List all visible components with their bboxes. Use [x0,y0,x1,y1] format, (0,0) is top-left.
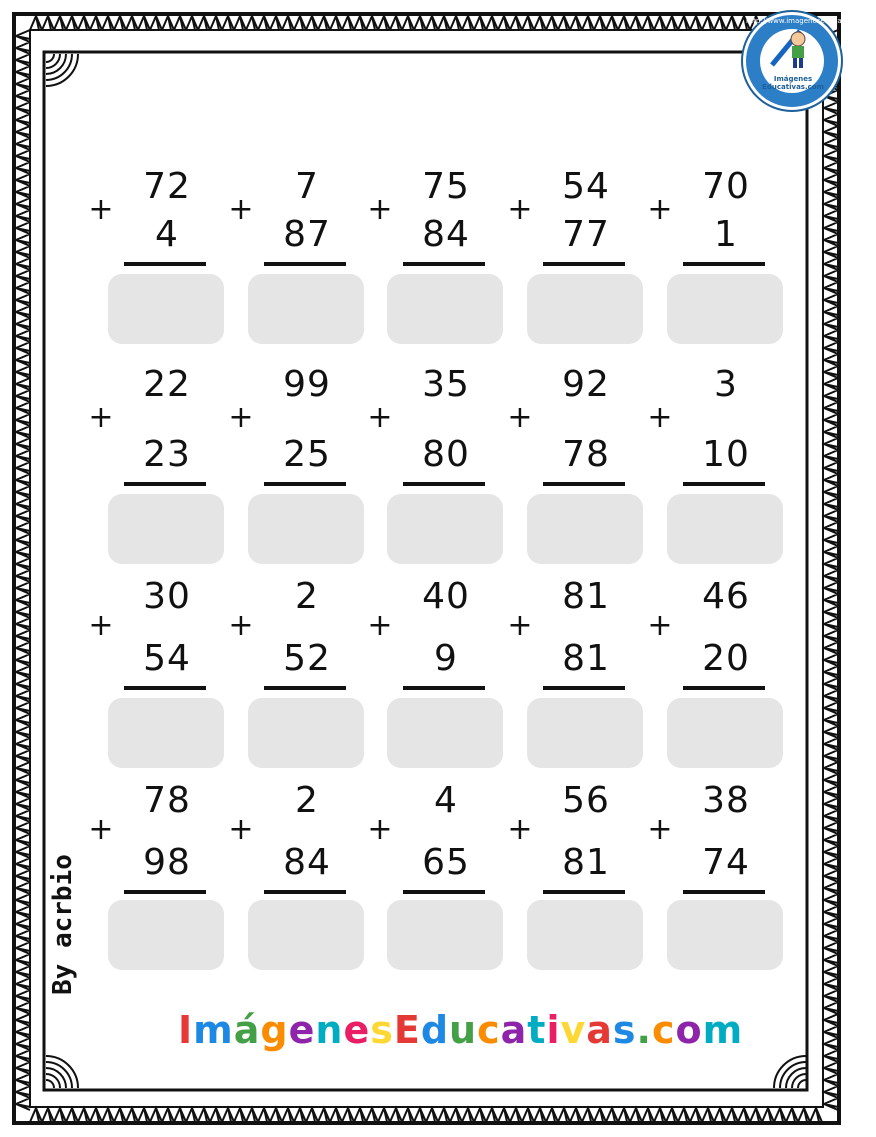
answer-box[interactable] [248,698,364,768]
addend-top: 78 [143,780,191,821]
answer-box[interactable] [527,494,643,564]
plus-sign: + [367,812,393,847]
addend-bottom: 54 [143,638,191,679]
brand-letter: E [393,1008,421,1052]
addend-bottom: 84 [283,842,331,883]
site-logo [743,12,876,110]
brand-letter: m [193,1008,234,1052]
sum-line [264,890,346,894]
brand-letter: v [560,1008,587,1052]
sum-line [543,482,625,486]
brand-letter: d [420,1008,450,1052]
addend-top: 54 [562,166,610,207]
answer-box[interactable] [527,274,643,344]
addend-top: 35 [422,364,470,405]
brand-letter: á [233,1008,261,1052]
addend-bottom: 65 [422,842,470,883]
plus-sign: + [228,400,254,435]
answer-box[interactable] [667,698,783,768]
addend-bottom: 1 [714,214,738,255]
sum-line [683,482,765,486]
brand-letter: a [586,1008,613,1052]
answer-box[interactable] [248,274,364,344]
addend-top: 56 [562,780,610,821]
answer-box[interactable] [248,900,364,970]
plus-sign: + [228,812,254,847]
brand-letter: m [702,1008,744,1052]
plus-sign: + [367,608,393,643]
addend-bottom: 4 [155,214,179,255]
plus-sign: + [507,192,533,227]
answer-box[interactable] [108,494,224,564]
answer-box[interactable] [108,274,224,344]
sum-line [403,482,485,486]
addend-bottom: 23 [143,434,191,475]
addend-bottom: 87 [283,214,331,255]
sum-line [403,890,485,894]
sum-line [264,262,346,266]
sum-line [543,686,625,690]
addend-top: 4 [434,780,458,821]
plus-sign: + [647,192,673,227]
sum-line [543,262,625,266]
plus-sign: + [647,812,673,847]
answer-box[interactable] [108,698,224,768]
answer-box[interactable] [527,698,643,768]
brand-letter: e [343,1008,371,1052]
addend-bottom: 9 [434,638,458,679]
sum-line [403,262,485,266]
plus-sign: + [367,192,393,227]
sum-line [683,262,765,266]
brand-letter: o [675,1008,703,1052]
addend-bottom: 77 [562,214,610,255]
answer-box[interactable] [667,494,783,564]
plus-sign: + [647,608,673,643]
addend-bottom: 78 [562,434,610,475]
addend-top: 40 [422,576,470,617]
sum-line [264,482,346,486]
addend-top: 3 [714,364,738,405]
plus-sign: + [88,192,114,227]
addend-bottom: 25 [283,434,331,475]
brand-letter: c [651,1008,676,1052]
addend-top: 7 [295,166,319,207]
addend-bottom: 81 [562,638,610,679]
addend-bottom: 52 [283,638,331,679]
addend-top: 70 [702,166,750,207]
answer-box[interactable] [527,900,643,970]
plus-sign: + [228,608,254,643]
answer-box[interactable] [248,494,364,564]
brand-letter: a [500,1008,528,1052]
addend-top: 46 [702,576,750,617]
addend-top: 81 [562,576,610,617]
logo-url: http://www.imageneseducativas.com [746,17,876,25]
plus-sign: + [88,400,114,435]
addend-top: 38 [702,780,750,821]
plus-sign: + [507,812,533,847]
brand-letter: e [288,1008,316,1052]
brand-letter: g [260,1008,289,1052]
plus-sign: + [507,400,533,435]
addend-bottom: 20 [702,638,750,679]
addend-bottom: 81 [562,842,610,883]
answer-box[interactable] [387,274,503,344]
sum-line [543,890,625,894]
answer-box[interactable] [108,900,224,970]
addend-top: 2 [295,576,319,617]
addend-top: 22 [143,364,191,405]
addend-bottom: 80 [422,434,470,475]
sum-line [124,686,206,690]
addend-top: 75 [422,166,470,207]
sum-line [403,686,485,690]
plus-sign: + [367,400,393,435]
brand-letter: s [612,1008,637,1052]
brand-letter: t [527,1008,547,1052]
plus-sign: + [507,608,533,643]
addend-top: 2 [295,780,319,821]
addend-bottom: 10 [702,434,750,475]
plus-sign: + [88,812,114,847]
addend-top: 92 [562,364,610,405]
sum-line [124,482,206,486]
plus-sign: + [88,608,114,643]
answer-box[interactable] [387,698,503,768]
brand-wordmark [178,1008,743,1052]
addend-bottom: 98 [143,842,191,883]
addend-bottom: 74 [702,842,750,883]
brand-letter: . [636,1008,652,1052]
answer-box[interactable] [667,274,783,344]
author-byline: By acrbio [48,854,78,995]
plus-sign: + [228,192,254,227]
addend-top: 72 [143,166,191,207]
logo-name: Imágenes Educativas.com [762,75,824,91]
sum-line [124,262,206,266]
answer-box[interactable] [387,494,503,564]
boy-with-pencil-icon [768,25,818,73]
brand-letter: u [449,1008,478,1052]
addend-bottom: 84 [422,214,470,255]
answer-box[interactable] [387,900,503,970]
plus-sign: + [647,400,673,435]
addend-top: 30 [143,576,191,617]
brand-letter: n [315,1008,344,1052]
brand-letter: i [546,1008,561,1052]
sum-line [124,890,206,894]
sum-line [683,686,765,690]
sum-line [683,890,765,894]
sum-line [264,686,346,690]
brand-letter: I [178,1008,194,1052]
answer-box[interactable] [667,900,783,970]
brand-letter: c [477,1008,501,1052]
brand-letter: s [370,1008,394,1052]
addend-top: 99 [283,364,331,405]
